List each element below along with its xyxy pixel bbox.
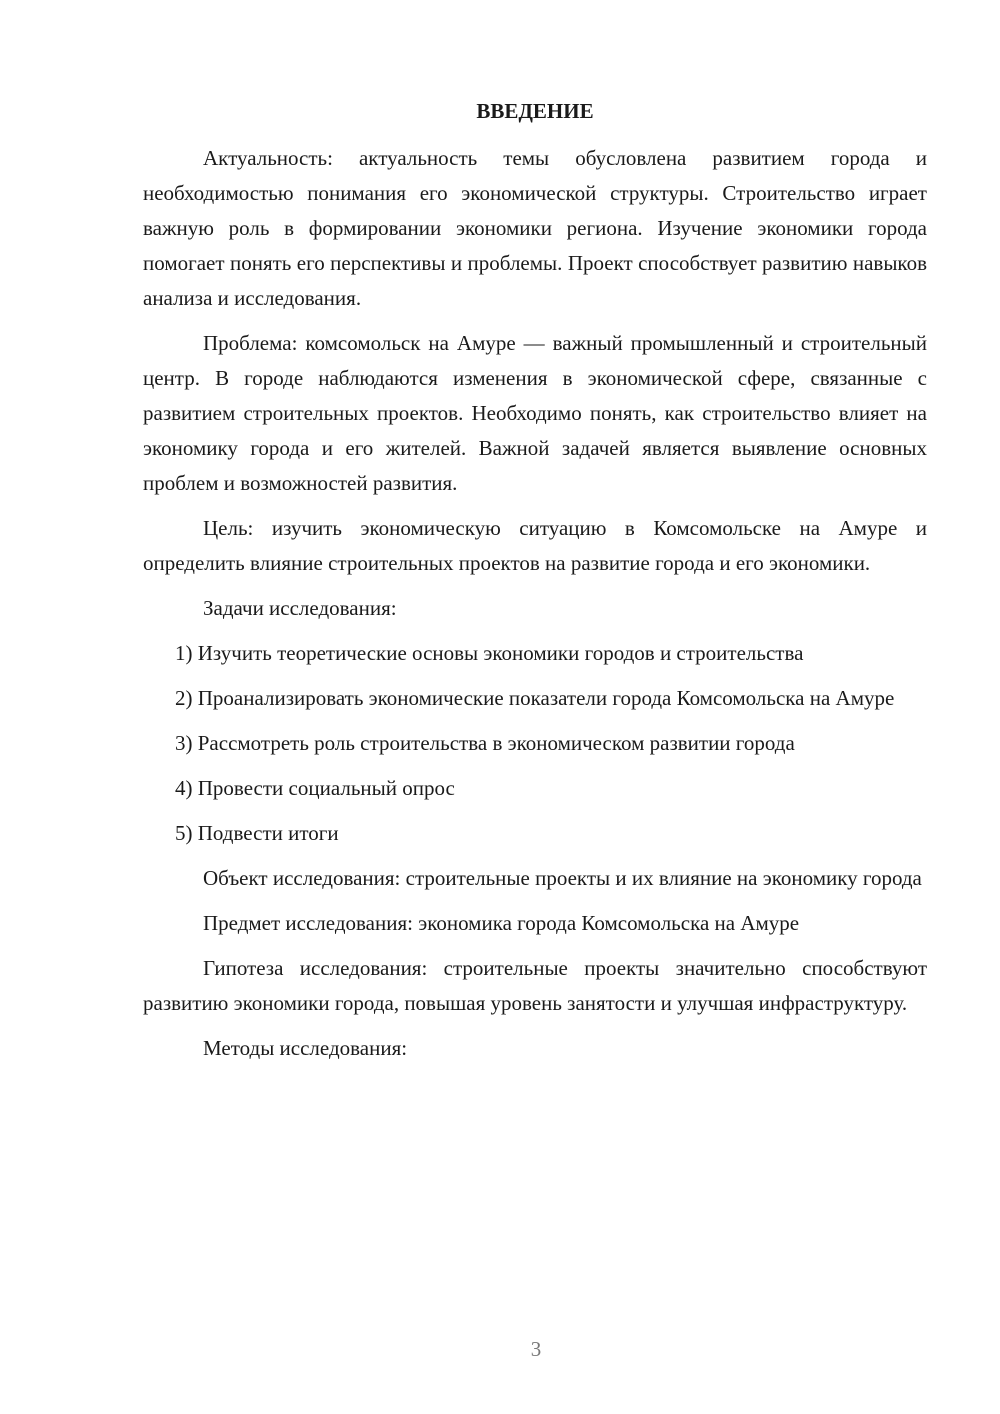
methods-heading: Методы исследования: [203, 1036, 408, 1060]
problem-paragraph: Проблема: комсомольск на Амуре — важный промышленный и строительный центр. В городе наблюдаются изменения в экономической сфере, связанные с развитием строительных проектов. Необходимо понять, как строительство влияет на экономику города и его жителей. Важной задачей является выявление основных проблем и возможностей развития. [143, 331, 927, 495]
task-item-5: 5) Подвести итоги [175, 821, 339, 845]
page-title: ВВЕДЕНИЕ [476, 99, 594, 123]
tasks-heading: Задачи исследования: [203, 596, 397, 620]
page-number: 3 [530, 1337, 542, 1361]
task-item-3: 3) Рассмотреть роль строительства в экономическом развитии города [175, 731, 795, 755]
task-item-1: 1) Изучить теоретические основы экономики городов и строительства [175, 641, 804, 665]
task-item-2: 2) Проанализировать экономические показатели города Комсомольска на Амуре [175, 686, 895, 710]
object-paragraph: Объект исследования: строительные проекты и их влияние на экономику города [203, 866, 922, 890]
page-content [143, 94, 927, 1076]
goal-paragraph: Цель: изучить экономическую ситуацию в Комсомольске на Амуре и определить влияние строительных проектов на развитие города и его экономики. [143, 516, 927, 575]
hypothesis-paragraph: Гипотеза исследования: строительные проекты значительно способствуют развитию экономики города, повышая уровень занятости и улучшая инфраструктуру. [143, 956, 927, 1015]
task-item-4: 4) Провести социальный опрос [175, 776, 455, 800]
relevance-paragraph: Актуальность: актуальность темы обусловлена развитием города и необходимостью понимания его экономической структуры. Строительство играет важную роль в формировании экономики региона. Изучение экономики города помогает понять его перспективы и проблемы. Проект способствует развитию навыков анализа и исследования. [143, 146, 927, 310]
subject-paragraph: Предмет исследования: экономика города Комсомольска на Амуре [203, 911, 800, 935]
